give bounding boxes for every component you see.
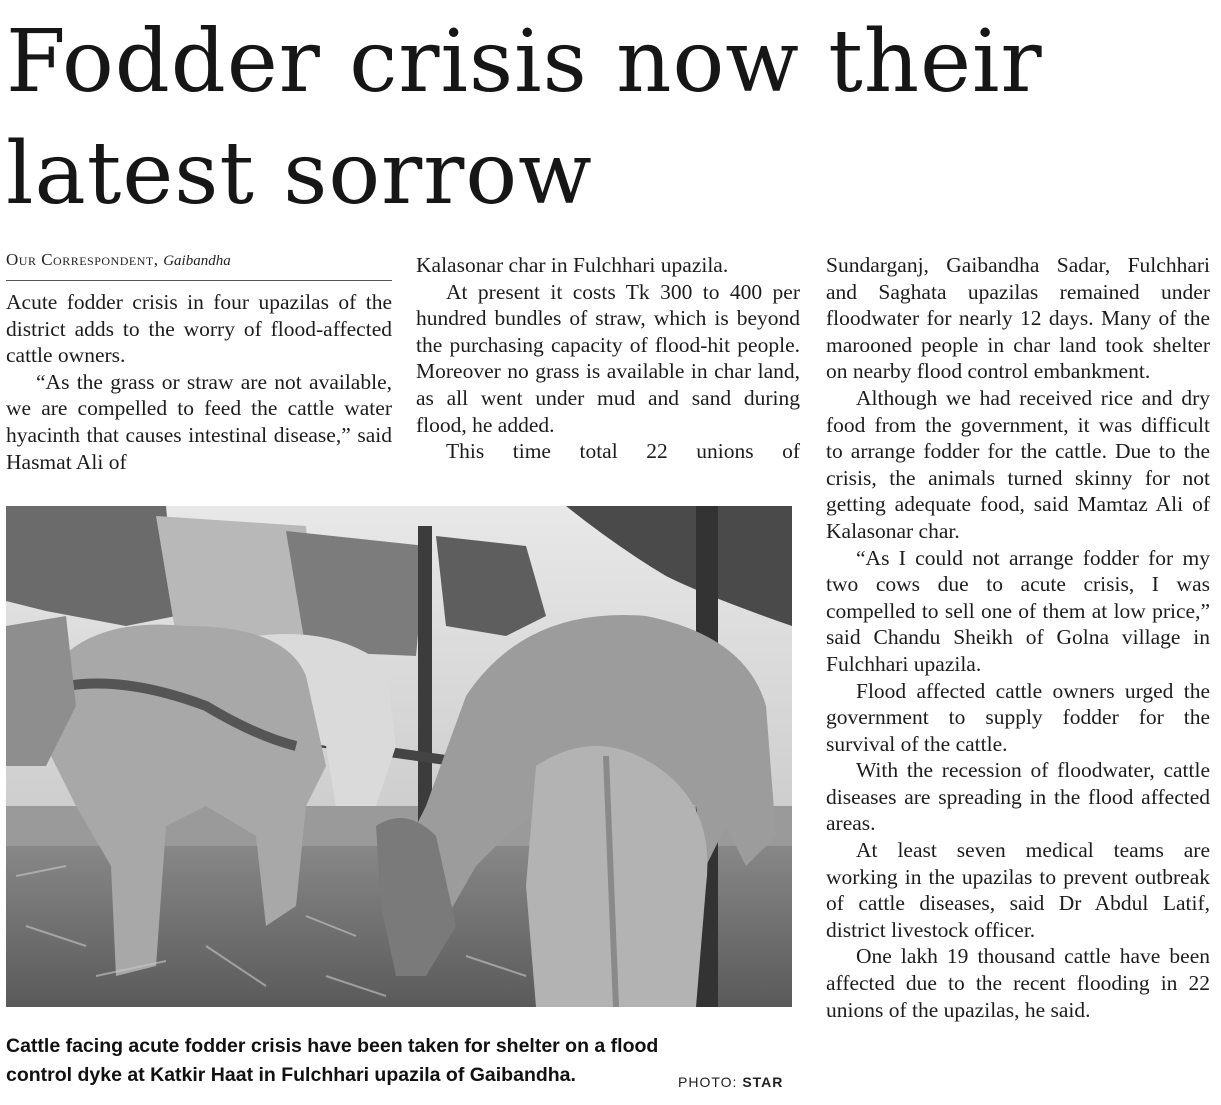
byline <box>6 250 392 281</box>
paragraph: “As I could not arrange fodder for my two cows due to acute crisis, I was compelled to sell one of them at low price,” said Chandu Sheikh of Golna village in Fulchhari upazila. <box>826 545 1210 676</box>
headline-line-1: Fodder crisis now their <box>6 12 1043 112</box>
paragraph: Acute fodder crisis in four upazilas of the district adds to the worry of flood-affected cattle owners. <box>6 290 392 368</box>
paragraph: This time total 22 unions of <box>446 439 800 464</box>
paragraph: “As the grass or straw are not available, we are compelled to feed the cattle water hyacinth that causes intestinal disease,” said Hasmat Ali of <box>6 369 392 474</box>
photo-credit-source: STAR <box>742 1074 784 1090</box>
paragraph: At present it costs Tk 300 to 400 per hundred bundles of straw, which is beyond the purchasing capacity of flood-hit people. Moreover no grass is available in char land, as all went under mud and sand during flood, he added. <box>416 279 800 437</box>
photo-credit-label: PHOTO: <box>678 1074 738 1090</box>
paragraph: Kalasonar char in Fulchhari upazila. <box>416 253 729 277</box>
paragraph: Sundarganj, Gaibandha Sadar, Fulchhari and Saghata upazilas remained under floodwater for nearly 12 days. Many of the marooned people in char land took shelter on nearby flood control embankment. <box>826 253 1210 384</box>
paragraph: With the recession of floodwater, cattle diseases are spreading in the flood affected areas. <box>826 758 1210 836</box>
paragraph: Flood affected cattle owners urged the government to supply fodder for the survival of the cattle. <box>826 678 1210 756</box>
paragraph: Although we had received rice and dry food from the government, it was difficult to arrange fodder for the cattle. Due to the crisis, the animals turned skinny for not getting adequate food, said Mamtaz Ali of Kalasonar char. <box>826 385 1210 543</box>
photo-credit <box>678 1074 783 1090</box>
paragraph: At least seven medical teams are working in the upazilas to prevent outbreak of cattle diseases, said Dr Abdul Latif, district livestock officer. <box>826 838 1210 942</box>
byline-place: Gaibandha <box>163 253 231 269</box>
caption-line-2: control dyke at Katkir Haat in Fulchhari upazila of Gaibandha. <box>6 1064 576 1086</box>
article-column-1 <box>6 250 392 475</box>
cattle-photo-illustration <box>6 506 792 1007</box>
article-column-2 <box>416 252 800 465</box>
news-photo <box>6 506 792 1007</box>
caption-line-1: Cattle facing acute fodder crisis have been taken for shelter on a flood <box>6 1035 659 1057</box>
headline <box>6 6 1216 230</box>
headline-line-2: latest sorrow <box>6 124 593 224</box>
article-column-3 <box>826 252 1210 1023</box>
byline-author: Our Correspondent, <box>6 250 159 269</box>
paragraph: One lakh 19 thousand cattle have been affected due to the recent flooding in 22 unions of the upazilas, he said. <box>826 944 1210 1022</box>
